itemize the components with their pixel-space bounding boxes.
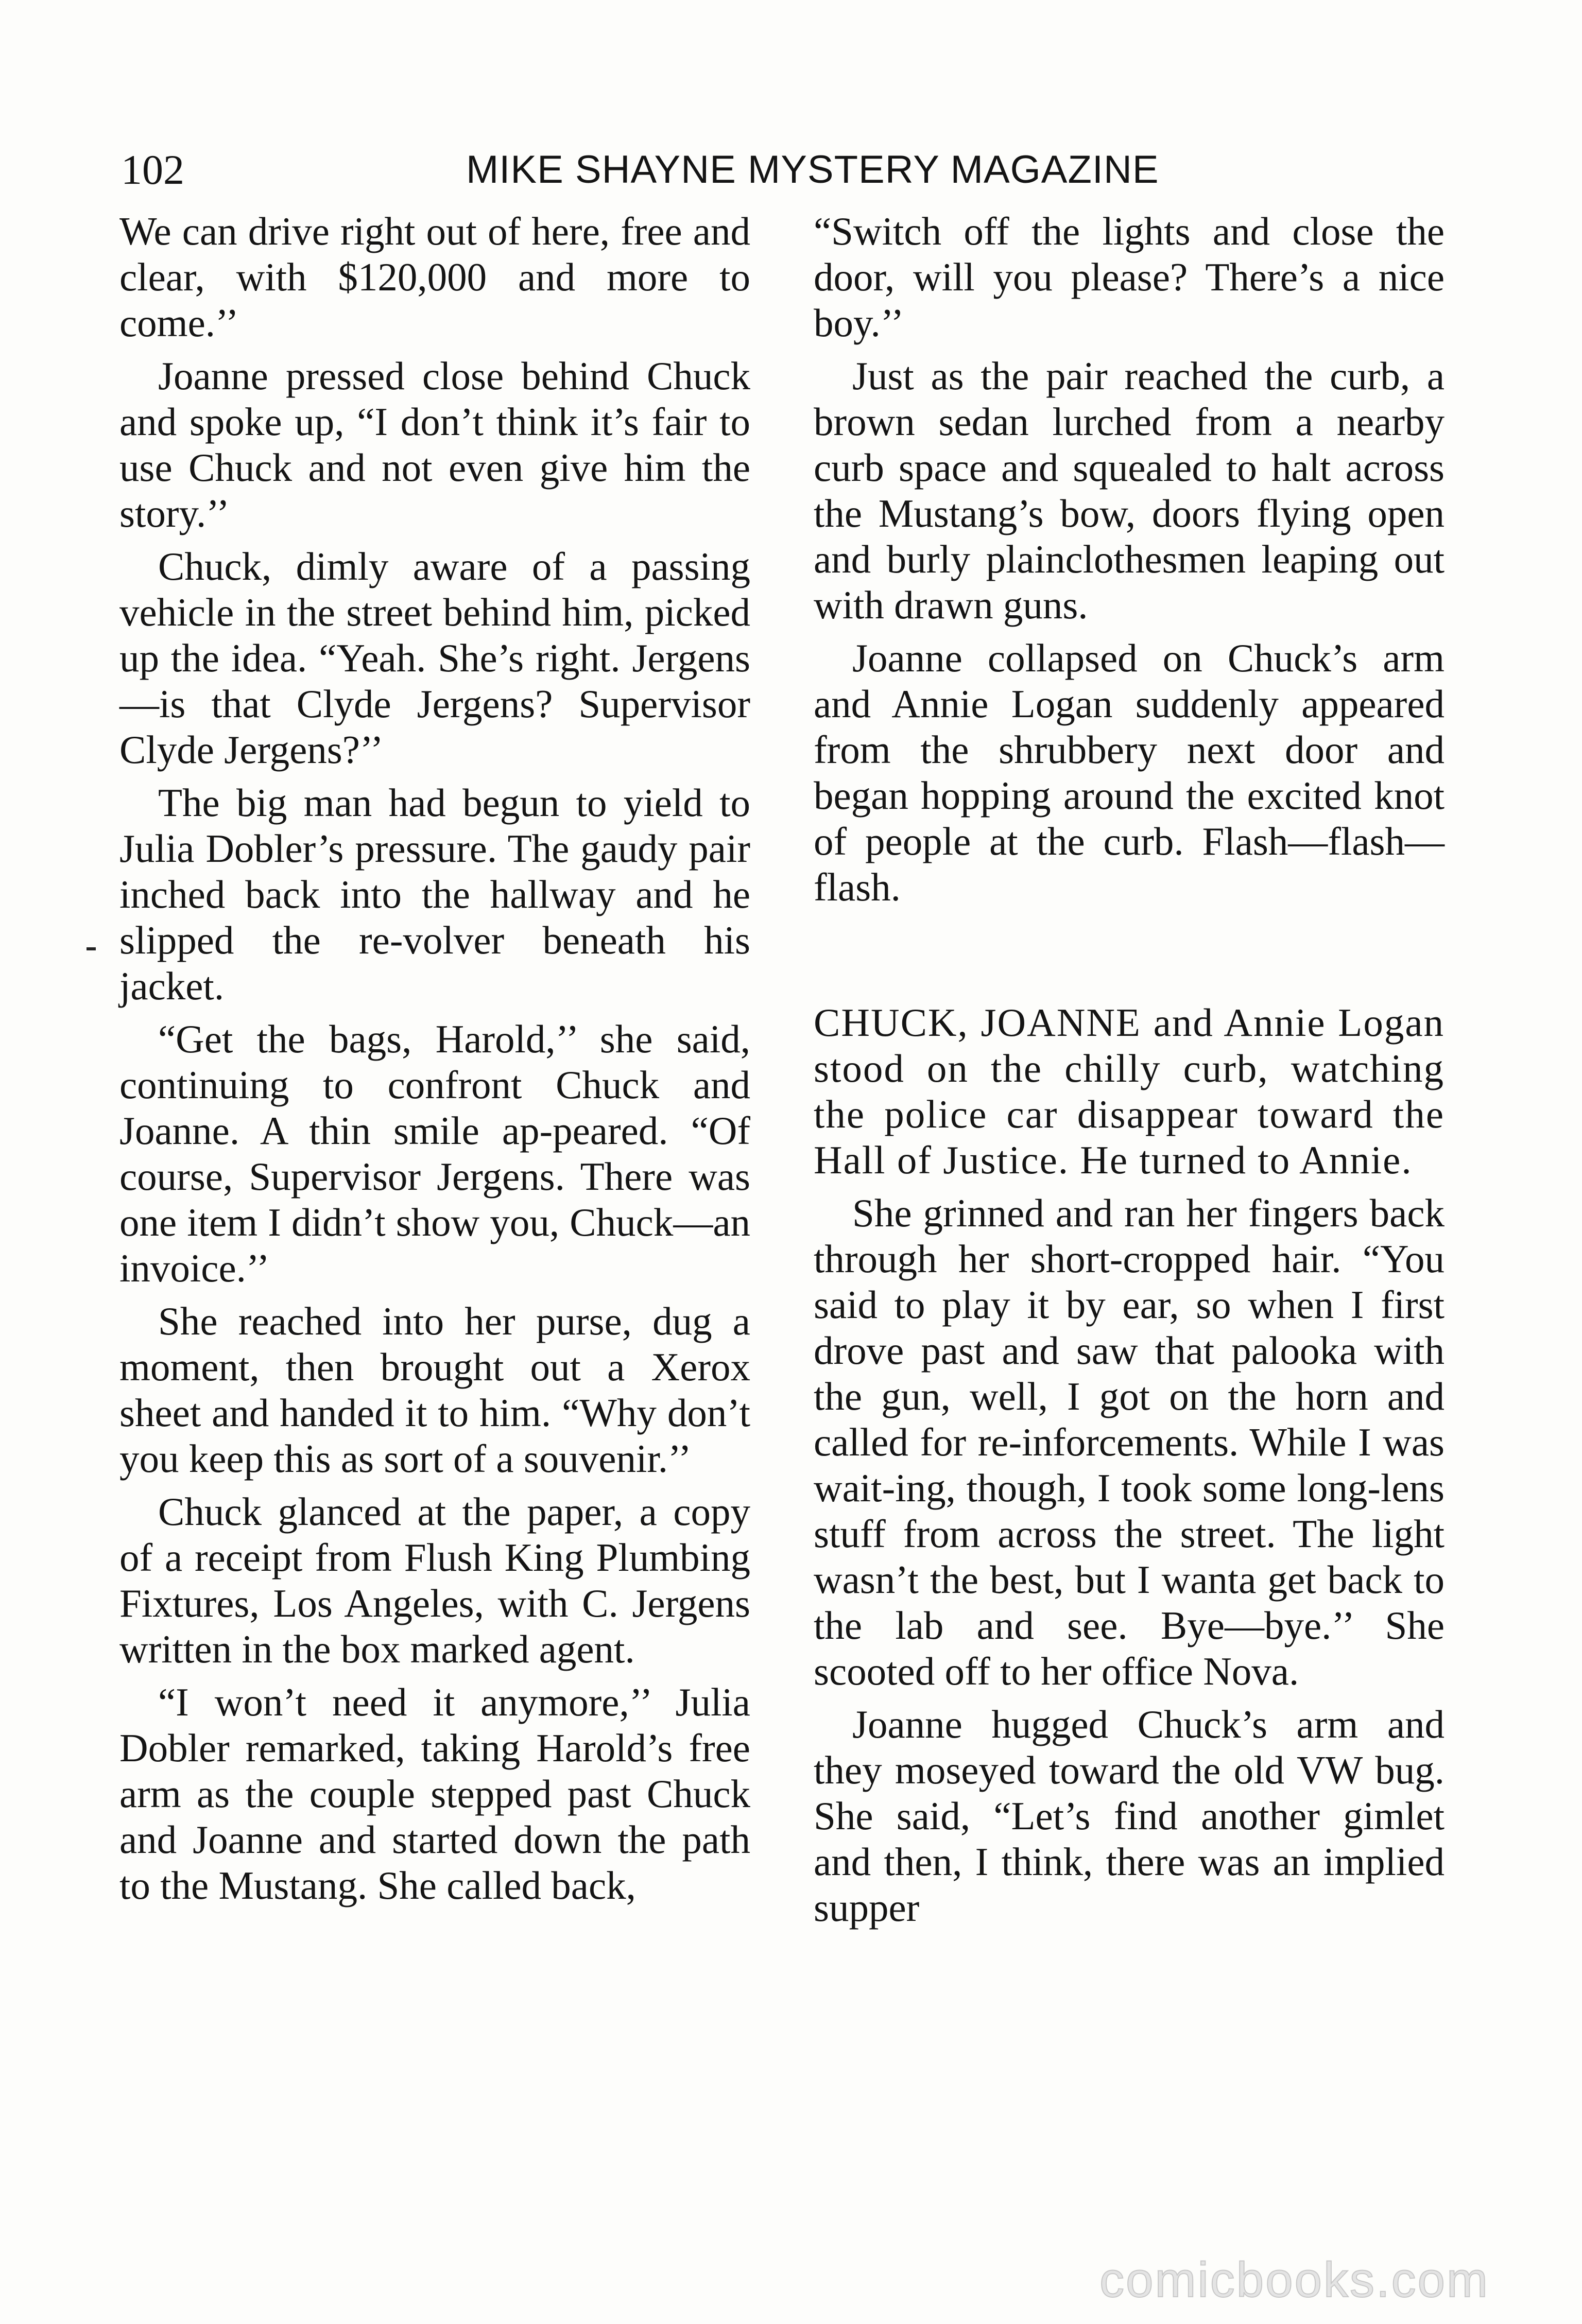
running-head: MIKE SHAYNE MYSTERY MAGAZINE <box>466 148 1159 192</box>
paragraph: “Get the bags, Harold,’’ she said, continuing to confront Chuck and Joanne. A thin smile ap-peared. “Of course, Supervisor Jergens. There was one item I didn’t show you, Chuck—an invoice.’’ <box>119 1017 750 1290</box>
right-column <box>814 209 1445 1938</box>
paragraph: “I won’t need it anymore,’’ Julia Dobler remarked, taking Harold’s free arm as the couple stepped past Chuck and Joanne and started down the path to the Mustang. She called back, <box>119 1680 750 1907</box>
watermark: comicbooks.com <box>1099 2252 1489 2308</box>
paragraph: “Switch off the lights and close the door, will you please? There’s a nice boy.’’ <box>814 209 1445 345</box>
paragraph: Joanne collapsed on Chuck’s arm and Annie Logan suddenly appeared from the shrubbery next door and began hopping around the excited knot of people at the curb. Flash—flash—flash. <box>814 636 1445 909</box>
page-number: 102 <box>121 146 184 193</box>
paragraph: Joanne hugged Chuck’s arm and they moseyed toward the old VW bug. She said, “Let’s find another gimlet and then, I think, there was an implied supper <box>814 1702 1445 1930</box>
paragraph: She grinned and ran her fingers back through her short-cropped hair. “You said to play it by ear, so when I first drove past and saw that palooka with the gun, well, I got on the horn and called for re-inforcements. While I was wait-ing, though, I took some long-lens stuff from across the street. The light wasn’t the best, but I wanta get back to the lab and see. Bye—bye.’’ She scooted off to her office Nova. <box>814 1191 1445 1693</box>
paragraph: CHUCK, JOANNE and Annie Logan stood on the chilly curb, watching the police car disappear toward the Hall of Justice. He turned to Annie. <box>814 1000 1445 1182</box>
page-header <box>121 142 1450 198</box>
paragraph: Joanne pressed close behind Chuck and spoke up, “I don’t think it’s fair to use Chuck and not even give him the story.’’ <box>119 354 750 535</box>
paragraph: Chuck, dimly aware of a passing vehicle in the street behind him, picked up the idea. “Yeah. She’s right. Jergens—is that Clyde Jergens? Supervisor Clyde Jergens?’’ <box>119 544 750 772</box>
paragraph: Chuck glanced at the paper, a copy of a receipt from Flush King Plumbing Fixtures, Los Angeles, with C. Jergens written in the box marked agent. <box>119 1489 750 1671</box>
paragraph: The big man had begun to yield to Julia Dobler’s pressure. The gaudy pair inched back into the hallway and he slipped the re-volver beneath his jacket. <box>119 781 750 1008</box>
paragraph: We can drive right out of here, free and clear, with $120,000 and more to come.’’ <box>119 209 750 345</box>
margin-mark <box>87 947 96 950</box>
left-column <box>119 209 750 1916</box>
paragraph: She reached into her purse, dug a moment, then brought out a Xerox sheet and handed it to him. “Why don’t you keep this as sort of a souvenir.’’ <box>119 1299 750 1481</box>
section-break <box>814 917 1445 1000</box>
paragraph: Just as the pair reached the curb, a brown sedan lurched from a nearby curb space and squealed to halt across the Mustang’s bow, doors flying open and burly plainclothesmen leaping out with drawn guns. <box>814 354 1445 627</box>
